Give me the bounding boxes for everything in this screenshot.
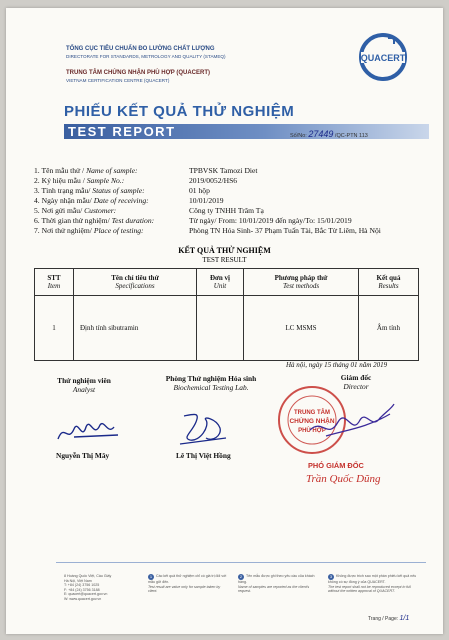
field-label-en: Status of sample:: [92, 186, 145, 195]
stamp-text-bot: PHÙ HỢP: [298, 428, 326, 434]
lab-role: Phòng Thử nghiệm Hóa sinh Biochemical Testing Lab.: [165, 374, 257, 392]
results-header-row: [35, 269, 419, 296]
field-label-en: Sample No.:: [86, 176, 125, 185]
col-header: Đơn vị Unit: [197, 269, 244, 296]
sign-date: Hà nội, ngày 15 tháng 01 năm 2019: [286, 361, 388, 369]
field-value: TPBVSK Tamozi Diet: [189, 166, 258, 175]
field-label-en: Name of sample:: [86, 166, 138, 175]
results-table: [34, 268, 419, 361]
cell-unit: [197, 296, 244, 361]
field-label-en: Date of receiving:: [93, 196, 149, 205]
field-value: 2019/0052/HS6: [189, 176, 238, 185]
report-number-label: Số/No:: [290, 133, 307, 139]
cell-result: Âm tính: [359, 296, 419, 361]
field-label-en: Customer:: [84, 206, 117, 215]
report-title-bar: [64, 124, 429, 139]
footer-divider: [56, 562, 426, 563]
report-number-value: 27449: [308, 129, 334, 139]
field-label-vn: 7. Nơi thử nghiệm/: [34, 226, 94, 235]
col-header: Phương pháp thử Test methods: [244, 269, 359, 296]
cell-method: LC MSMS: [244, 296, 359, 361]
director-signature-icon: [306, 400, 396, 450]
svg-text:QUACERT: QUACERT: [360, 53, 406, 63]
field-value: 10/01/2019: [189, 196, 224, 205]
results-title: KẾT QUẢ THỬ NGHIỆM: [178, 246, 271, 255]
field-label-vn: 2. Ký hiệu mẫu /: [34, 176, 87, 185]
page-indicator: Trang / Page: 1/1: [368, 615, 410, 622]
field-value: 01 hộp: [189, 186, 210, 195]
stamp-text-top: TRUNG TÂM: [294, 410, 330, 416]
field-value: Từ ngày/ From: 10/01/2019 đến ngày/To: 15/01/2019: [189, 216, 352, 225]
deputy-director-name: Trần Quốc Dũng: [306, 473, 381, 485]
col-header: STT Item: [35, 269, 74, 296]
field-label-en: Test duration:: [111, 216, 155, 225]
footer-note: 2 Tên mẫu được ghi theo yêu cầu của khách hàng. Name of samples are reported as the client's request.: [238, 574, 315, 594]
field-label-vn: 1. Tên mẫu thử /: [34, 166, 87, 175]
field-label-vn: 6. Thời gian thử nghiệm/: [34, 216, 112, 225]
director-role: Giám đốc Director: [340, 373, 372, 391]
field-label-vn: 5. Nơi gửi mẫu/: [34, 206, 85, 215]
cell-item: 1: [35, 296, 74, 361]
footer-address: 8 Hoàng Quốc Việt, Cầu Giấy Hà Nội, Việt Nam T: +84 (24) 3756 1025 F: +84 (24) 3756 3188 E: quacert@quacert.gov.vn W: www.quacert.gov.vn: [64, 574, 112, 601]
note-number: 3: [329, 574, 333, 579]
report-number: [290, 129, 368, 139]
note-number: 2: [239, 574, 243, 579]
centre-name-en: VIETNAM CERTIFICATION CENTRE (QUACERT): [66, 78, 170, 83]
report-title-vn: PHIẾU KẾT QUẢ THỬ NGHIỆM: [64, 103, 295, 120]
field-label-vn: 4. Ngày nhận mẫu/: [34, 196, 94, 205]
field-value: Phòng TN Hóa Sinh- 37 Phạm Tuấn Tài, Bắc Từ Liêm, Hà Nội: [189, 226, 381, 235]
lab-head-name: Lê Thị Việt Hồng: [176, 451, 231, 460]
note-number: 1: [149, 574, 153, 579]
analyst-signature-icon: [54, 413, 124, 447]
table-row: [35, 296, 419, 361]
report-number-suffix: /QC-PTN 113: [334, 133, 368, 139]
field-value: Công ty TNHH Trâm Tạ: [189, 206, 264, 215]
cell-spec: Định tính sibutramin: [74, 296, 197, 361]
analyst-name: Nguyễn Thị Mây: [56, 451, 110, 460]
test-report-document: [6, 8, 443, 634]
footer-note: 3 Không được trích sao một phần phiếu kết quả nếu không có sự đồng ý của QUACERT. The test report shall not be reproduced except in full without the written approval of QUACERT.: [328, 574, 417, 594]
lab-signature-icon: [176, 408, 236, 448]
col-header: Kết quả Results: [359, 269, 419, 296]
quacert-logo-icon: [358, 32, 408, 82]
org-name-en: DIRECTORATE FOR STANDARDS, METROLOGY AND QUALITY (STAMEQ): [66, 54, 226, 59]
report-title-en: TEST REPORT: [68, 124, 176, 139]
deputy-director-title: PHÓ GIÁM ĐỐC: [308, 461, 364, 470]
footer-note: 1 Các kết quả thử nghiệm chỉ có giá trị đối với mẫu gửi đến. Test result are value only for sample taken by client.: [148, 574, 227, 594]
col-header: Tên chỉ tiêu thử Specifications: [74, 269, 197, 296]
org-name-vn: TỔNG CỤC TIÊU CHUẨN ĐO LƯỜNG CHẤT LƯỢNG: [66, 46, 215, 52]
results-subtitle: TEST RESULT: [202, 256, 247, 264]
analyst-role: Thử nghiệm viên Analyst: [57, 376, 111, 394]
centre-name-vn: TRUNG TÂM CHỨNG NHẬN PHÙ HỢP (QUACERT): [66, 70, 210, 76]
field-label-vn: 3. Tình trạng mẫu/: [34, 186, 93, 195]
field-label-en: Place of testing:: [93, 226, 144, 235]
stamp-text-mid: CHỨNG NHẬN: [289, 418, 335, 425]
